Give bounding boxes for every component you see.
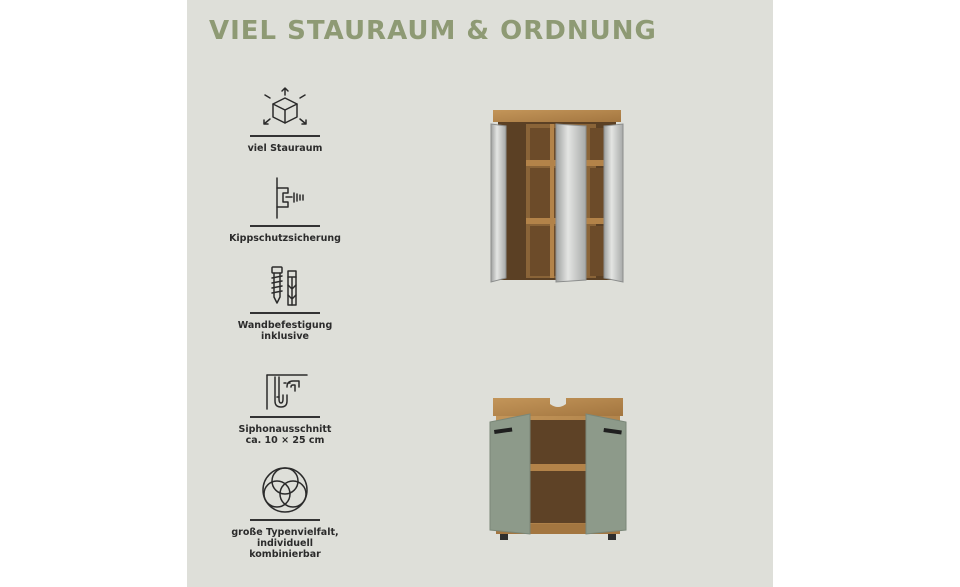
anti-tip-bracket-icon — [220, 176, 350, 220]
feature-variety — [220, 464, 350, 560]
feature-label: Wandbefestigung inklusive — [237, 319, 333, 342]
overlapping-circles-icon — [220, 464, 350, 514]
feature-label: Kippschutzsicherung — [229, 232, 341, 244]
screw-dowel-icon — [220, 263, 350, 307]
feature-storage — [220, 86, 350, 154]
mirror-cabinet-image — [486, 110, 631, 290]
feature-label: große Typenvielfalt, individuell kombinierbar — [231, 526, 339, 560]
feature-label: viel Stauraum — [247, 142, 323, 154]
feature-anti-tip — [220, 176, 350, 244]
feature-siphon-cutout — [220, 367, 350, 446]
sink-base-cabinet-image — [488, 396, 628, 544]
divider — [250, 519, 320, 521]
divider — [250, 416, 320, 418]
feature-wall-mounting — [220, 263, 350, 342]
headline: VIEL STAURAUM & ORDNUNG — [209, 16, 657, 46]
siphon-pipe-icon — [220, 367, 350, 411]
divider — [250, 312, 320, 314]
divider — [250, 225, 320, 227]
divider — [250, 135, 320, 137]
box-expand-icon — [220, 86, 350, 130]
feature-label: Siphonausschnitt ca. 10 × 25 cm — [238, 423, 332, 446]
